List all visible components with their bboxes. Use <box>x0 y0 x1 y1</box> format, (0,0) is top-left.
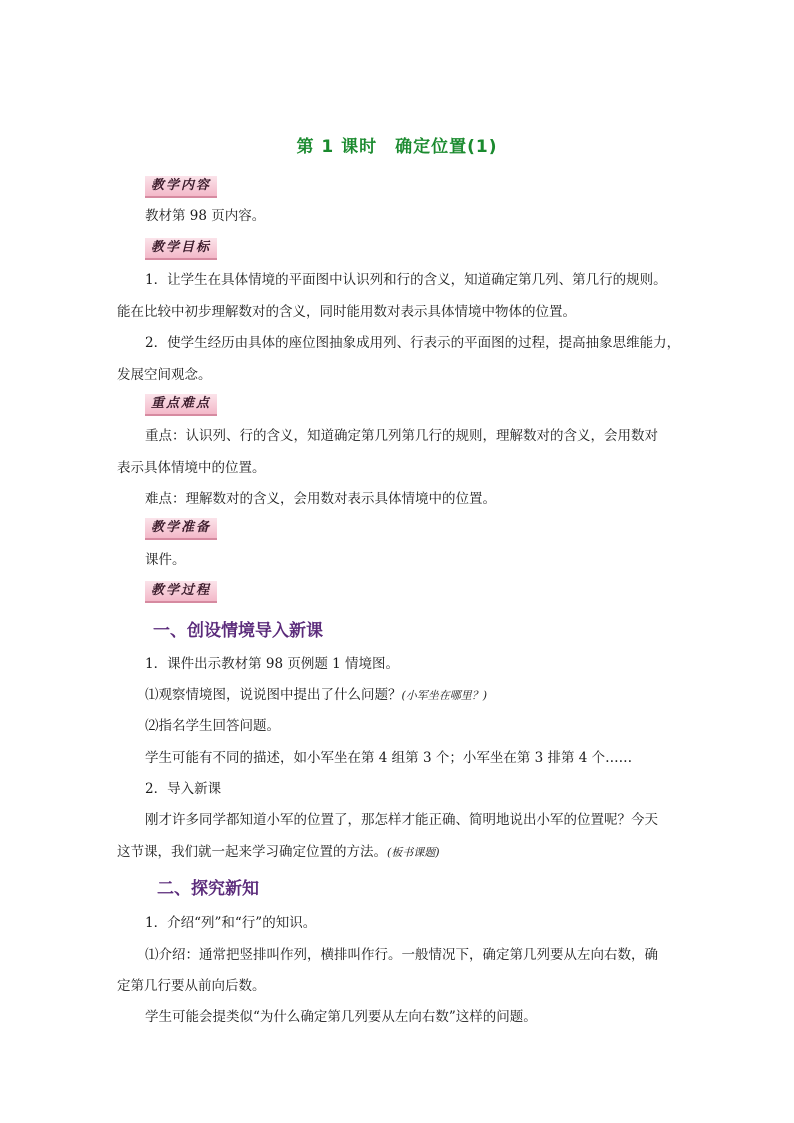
page-title: 第 1 课时 确定位置(1) <box>296 137 498 157</box>
section-1-item-1: 1．课件出示教材第 98 页例题 1 情境图。 <box>145 656 400 672</box>
goal-2-line-2: 发展空间观念。 <box>117 367 212 383</box>
content-text: 教材第 98 页内容。 <box>145 208 266 224</box>
section-2-heading: 二、探究新知 <box>157 879 259 899</box>
intro-line-2-text: 这节课，我们就一起来学习确定位置的方法。 <box>117 844 387 860</box>
section-2-intro-line-1: ⑴介绍：通常把竖排叫作列，横排叫作行。一般情况下，确定第几列要从左向右数，确 <box>145 947 658 963</box>
section-1-item-2: 2．导入新课 <box>145 781 222 797</box>
intro-note: (板书课题) <box>387 846 440 859</box>
section-2-item-1: 1．介绍“列”和“行”的知识。 <box>145 915 317 931</box>
question-1-text: ⑴观察情境图，说说图中提出了什么问题？ <box>145 687 402 703</box>
badge-teaching-goals: 教学目标 <box>145 238 217 260</box>
badge-teaching-content: 教学内容 <box>145 176 217 198</box>
section-1-description: 学生可能有不同的描述，如小军坐在第 4 组第 3 个；小军坐在第 3 排第 4 个…… <box>145 750 633 766</box>
question-1-note: (小军坐在哪里？) <box>401 689 488 702</box>
section-1-question-2: ⑵指名学生回答问题。 <box>145 718 280 734</box>
section-1-heading: 一、创设情境导入新课 <box>153 621 323 641</box>
prep-text: 课件。 <box>145 552 186 568</box>
section-2-intro-line-2: 定第几行要从前向后数。 <box>117 978 266 994</box>
section-2-question: 学生可能会提类似“为什么确定第几列要从左向右数”这样的问题。 <box>145 1009 537 1025</box>
section-1-intro-line-2 <box>117 836 683 869</box>
badge-teaching-process: 教学过程 <box>145 581 217 603</box>
section-1-question-1 <box>145 679 683 712</box>
section-1-intro-line-1: 刚才许多同学都知道小军的位置了，那怎样才能正确、简明地说出小军的位置呢？今天 <box>145 812 658 828</box>
goal-1-line-2: 能在比较中初步理解数对的含义，同时能用数对表示具体情境中物体的位置。 <box>117 304 576 320</box>
goal-2-line-1: 2．使学生经历由具体的座位图抽象成用列、行表示的平面图的过程，提高抽象思维能力， <box>145 335 681 351</box>
goal-1-line-1: 1．让学生在具体情境的平面图中认识列和行的含义，知道确定第几列、第几行的规则。 <box>145 272 667 288</box>
key-point-line-2: 表示具体情境中的位置。 <box>117 460 266 476</box>
difficult-point: 难点：理解数对的含义，会用数对表示具体情境中的位置。 <box>145 491 496 507</box>
key-point-line-1: 重点：认识列、行的含义，知道确定第几列第几行的规则，理解数对的含义，会用数对 <box>145 428 658 444</box>
badge-teaching-prep: 教学准备 <box>145 518 217 540</box>
badge-key-points: 重点难点 <box>145 394 217 416</box>
